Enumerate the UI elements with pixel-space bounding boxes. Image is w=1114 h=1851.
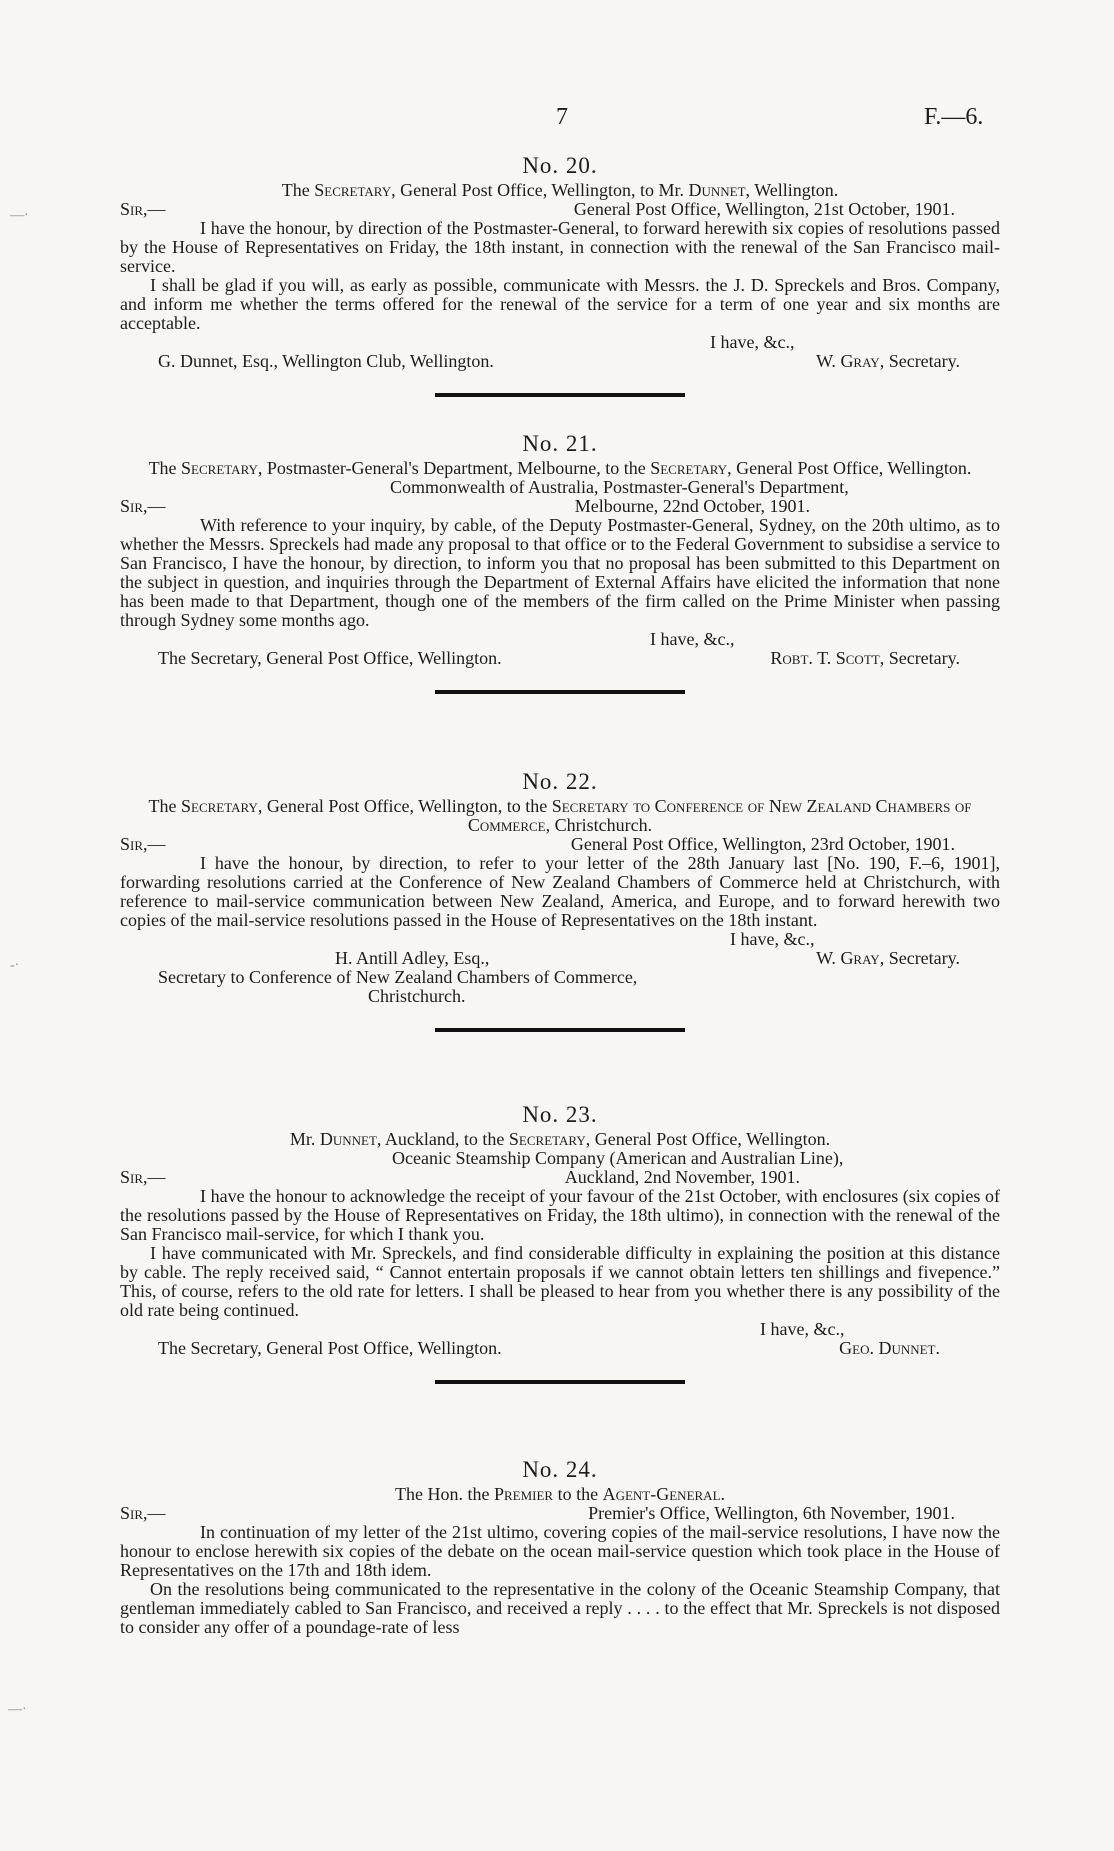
closing: I have, &c., (760, 1319, 845, 1339)
letter-20 (120, 153, 1000, 417)
paragraph: I have the honour, by direction, to refer to your letter of the 28th January last [No. 190, F.–6, 1901], forwarding resolutions carried at the Conference of New Zealand Chambers of Commerce held at Christchurch, with reference to mail-service communication between New Zealand, America, and Europe, and to forward herewith two copies of the mail-service resolutions passed in the House of Representatives on the 18th instant. (120, 853, 1000, 930)
addressee: G. Dunnet, Esq., Wellington Club, Wellington. (158, 351, 494, 371)
letter-heading: Mr. Dunnet, Auckland, to the Secretary, General Post Office, Wellington. (289, 1129, 831, 1149)
dateline: Commonwealth of Australia, Postmaster-General's Department, (390, 477, 849, 497)
dateline: General Post Office, Wellington, 23rd October, 1901. (570, 834, 955, 854)
signature-line (120, 352, 1000, 371)
signature-line (120, 949, 1000, 968)
closing: I have, &c., (710, 332, 795, 352)
signature: W. Gray, Secretary. (816, 948, 960, 968)
addressee: H. Antill Adley, Esq., (335, 948, 490, 968)
addressee: The Secretary, General Post Office, Wellington. (158, 1338, 502, 1358)
margin-mark: -· (10, 958, 20, 973)
salutation-line (120, 497, 1000, 516)
divider-rule (435, 1028, 685, 1032)
addressee: Christchurch. (368, 986, 466, 1006)
salutation: Sir,— (120, 834, 166, 854)
letter-heading: The Secretary, General Post Office, Wellington, to the Secretary to Conference of New Zealand Chambers of Commerce, Christchurch. (148, 796, 972, 835)
page-number: 7 (556, 104, 568, 130)
signature: W. Gray, Secretary. (816, 351, 960, 371)
dateline: Oceanic Steamship Company (American and Australian Line), (392, 1148, 844, 1168)
salutation: Sir,— (120, 1167, 166, 1187)
closing: I have, &c., (650, 629, 735, 649)
letter-21 (120, 431, 1000, 714)
salutation-line (120, 200, 1000, 219)
signature-line (120, 1339, 1000, 1358)
signature: Geo. Dunnet. (839, 1338, 940, 1358)
letter-number: No. 21. (522, 431, 598, 456)
divider-rule (435, 1380, 685, 1384)
paragraph: I shall be glad if you will, as early as possible, communicate with Messrs. the J. D. Spreckels and Bros. Company, and inform me whether the terms offered for the renewal of the service for a term of one year and six months are acceptable. (120, 275, 1000, 333)
salutation: Sir,— (120, 496, 166, 516)
salutation: Sir,— (120, 1503, 166, 1523)
dateline: Premier's Office, Wellington, 6th November, 1901. (588, 1503, 955, 1523)
paragraph: I have the honour to acknowledge the receipt of your favour of the 21st October, with enclosures (six copies of the resolutions passed by the House of Representatives on Friday, the 18th ultimo), in connection with the renewal of the San Francisco mail-service, for which I thank you. (120, 1186, 1000, 1244)
addressee: The Secretary, General Post Office, Wellington. (158, 648, 502, 668)
page-reference: F.—6. (924, 104, 984, 130)
closing: I have, &c., (730, 929, 815, 949)
paragraph: In continuation of my letter of the 21st ultimo, covering copies of the mail-service resolutions, I have now the honour to enclose herewith six copies of the debate on the ocean mail-service question which took place in the House of Representatives on the 17th and 18th idem. (120, 1522, 1000, 1580)
letter-number: No. 23. (522, 1102, 598, 1127)
addressee: Secretary to Conference of New Zealand Chambers of Commerce, (158, 967, 638, 987)
margin-mark: —· (8, 1702, 27, 1717)
divider-rule (435, 690, 685, 694)
salutation: Sir,— (120, 199, 166, 219)
paragraph: With reference to your inquiry, by cable, of the Deputy Postmaster-General, Sydney, on the 20th ultimo, as to whether the Messrs. Spreckels had made any proposal to that office or to the Federal Government to subsidise a service to San Francisco, I have the honour, by direction, to inform you that no proposal has been submitted to this Department on the subject in question, and inquiries through the Department of External Affairs have elicited the information that none has been made to that Department, though one of the members of the firm called on the Prime Minister when passing through Sydney some months ago. (120, 515, 1000, 630)
letter-heading: The Secretary, General Post Office, Wellington, to Mr. Dunnet, Wellington. (281, 180, 839, 200)
letter-heading: The Secretary, Postmaster-General's Department, Melbourne, to the Secretary, General Post Office, Wellington. (148, 458, 972, 478)
salutation-line (120, 835, 1000, 854)
paragraph: I have the honour, by direction of the Postmaster-General, to forward herewith six copies of resolutions passed by the House of Representatives on Friday, the 18th instant, in connection with the renewal of the San Francisco mail-service. (120, 218, 1000, 276)
dateline: Auckland, 2nd November, 1901. (564, 1167, 800, 1187)
letter-number: No. 24. (522, 1457, 598, 1482)
signature: Robt. T. Scott, Secretary. (770, 648, 960, 668)
dateline: Melbourne, 22nd October, 1901. (574, 496, 810, 516)
paragraph: On the resolutions being communicated to the representative in the colony of the Oceanic Steamship Company, that gentleman immediately cabled to San Francisco, and received a reply . . . . to the effect that Mr. Spreckels is not disposed to consider any offer of a poundage-rate of less (120, 1579, 1000, 1637)
signature-line (120, 649, 1000, 668)
letter-number: No. 20. (522, 153, 598, 178)
letter-24 (120, 1457, 1000, 1637)
paragraph: I have communicated with Mr. Spreckels, and find considerable difficulty in explaining the position at this distance by cable. The reply received said, “ Cannot entertain proposals if we cannot obtain letters ten shillings and fivepence.” This, of course, refers to the old rate for letters. I shall be pleased to hear from you whether there is any possibility of the old rate being continued. (120, 1243, 1000, 1320)
margin-mark: —· (10, 208, 29, 223)
letter-23 (120, 1102, 1000, 1404)
salutation-line (120, 1504, 1000, 1523)
dateline: General Post Office, Wellington, 21st October, 1901. (573, 199, 955, 219)
divider-rule (435, 393, 685, 397)
salutation-line (120, 1168, 1000, 1187)
letter-number: No. 22. (522, 769, 598, 794)
letter-heading: The Hon. the Premier to the Agent-General. (394, 1484, 726, 1504)
letter-22 (120, 769, 1000, 1052)
